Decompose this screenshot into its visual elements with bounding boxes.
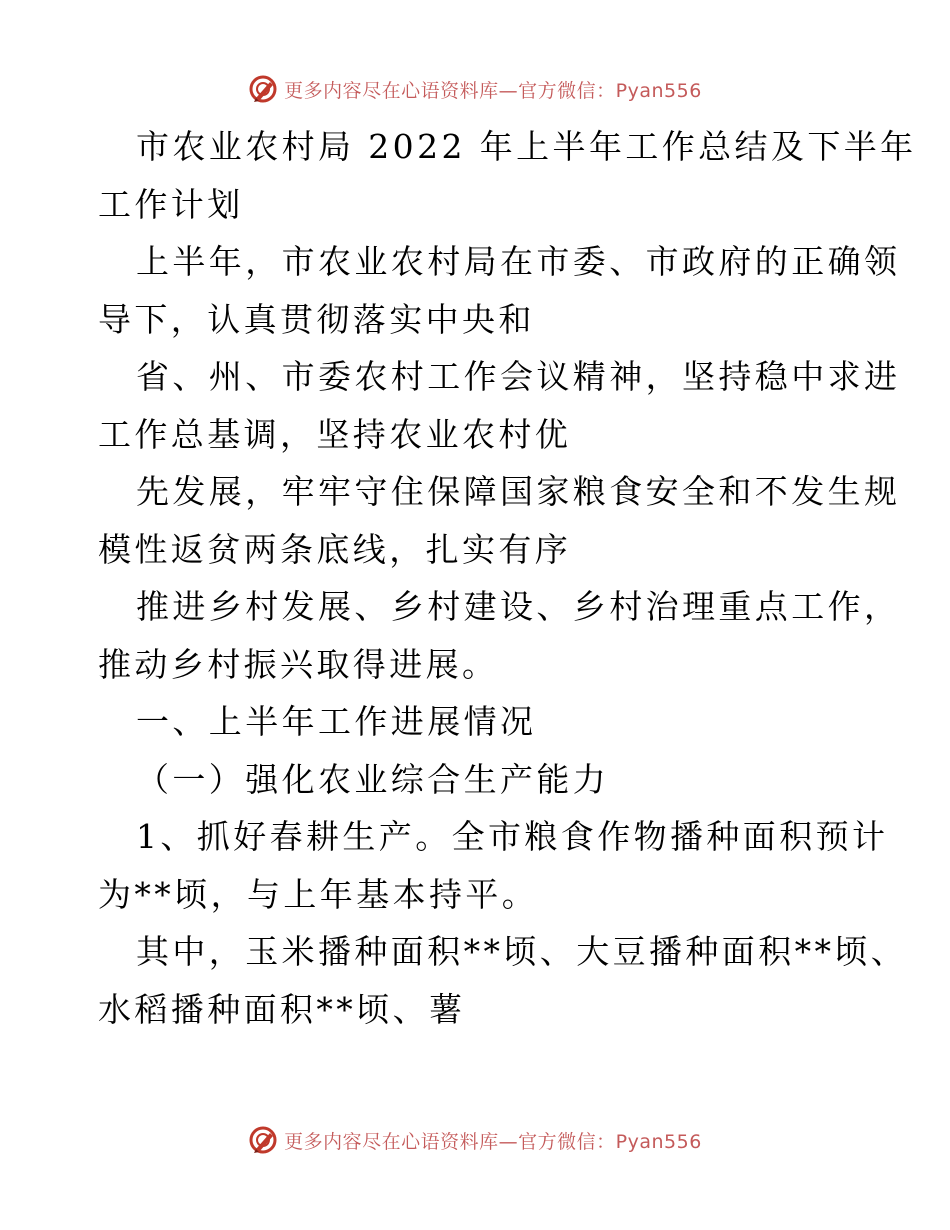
- title-line-1: 市农业农村局 2022 年上半年工作总结及下半年: [136, 127, 917, 166]
- paragraph-line: 省、州、市委农村工作会议精神，坚持稳中求进: [136, 357, 901, 396]
- paragraph-line: 其中，玉米播种面积**顷、大豆播种面积**顷、: [136, 932, 908, 971]
- paragraph-line: 水稻播种面积**顷、薯: [98, 989, 466, 1029]
- watermark-footer: [0, 1125, 950, 1155]
- watermark-text: 更多内容尽在心语资料库—官方微信：Pyan556: [284, 79, 702, 102]
- pen-logo-icon: [248, 74, 278, 104]
- document-body: [98, 118, 917, 1038]
- watermark-header: [0, 74, 950, 104]
- title-line-2: 工作计划: [98, 184, 244, 224]
- pen-logo-icon: [248, 1125, 278, 1155]
- watermark-text: 更多内容尽在心语资料库—官方微信：Pyan556: [284, 1130, 702, 1153]
- paragraph-line: 导下，认真贯彻落实中央和: [98, 299, 535, 339]
- paragraph-line: 1、抓好春耕生产。全市粮食作物播种面积预计: [136, 817, 889, 856]
- paragraph-line: 模性返贫两条底线，扎实有序: [98, 529, 572, 569]
- paragraph-line: 工作总基调，坚持农业农村优: [98, 414, 572, 454]
- paragraph-line: 先发展，牢牢守住保障国家粮食安全和不发生规: [136, 472, 901, 511]
- paragraph-line: 上半年，市农业农村局在市委、市政府的正确领: [136, 242, 901, 281]
- section-heading: 一、上半年工作进展情况: [136, 702, 537, 741]
- paragraph-line: 推动乡村振兴取得进展。: [98, 644, 499, 684]
- paragraph-line: 为**顷，与上年基本持平。: [98, 874, 539, 914]
- paragraph-line: 推进乡村发展、乡村建设、乡村治理重点工作，: [136, 587, 901, 626]
- subsection-heading: （一）强化农业综合生产能力: [136, 759, 610, 799]
